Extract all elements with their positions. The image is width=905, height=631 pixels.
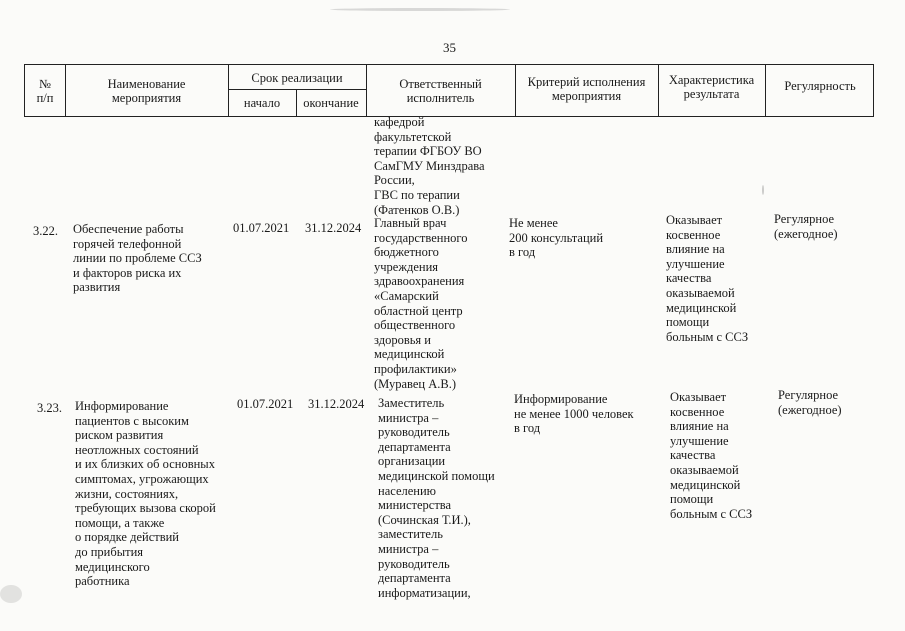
header-period: Срок реализации [251,71,343,85]
row-criterion: Информирование не менее 1000 человек в год [514,392,634,436]
row-characteristic: Оказывает косвенное влияние на улучшение качества оказываемой медицинской помощи больным с ССЗ [666,213,749,344]
row-regularity: Регулярное (ежегодное) [778,388,842,417]
header-name: Наименование мероприятия [107,77,186,105]
scan-noise [762,185,764,195]
row-criterion: Не менее 200 консультаций в год [509,216,604,260]
header-criterion: Критерий исполнения мероприятия [527,75,646,103]
scan-noise [0,585,22,603]
row-number: 3.23. [37,401,62,415]
page-number: 35 [443,40,456,55]
header-responsible: Ответственный исполнитель [399,77,482,105]
row-responsible: Заместитель министра – руководитель департамента организации медицинской помощи населению министерства (Сочинская Т.И.), заместитель министра – руководитель департамента информатизации, [378,396,495,600]
row-start-date: 01.07.2021 [233,221,290,235]
row-name: Информирование пациентов с высоким риском развития неотложных состояний и их близких об основных симптомах, угрожающих жизни, состояниях, требующих вызова скорой помощи, а также о порядке действий до прибытия медицинского работника [75,399,216,589]
scan-noise [330,8,510,11]
header-start: начало [243,96,281,110]
header-characteristic: Характеристика результата [668,73,755,101]
header-end: окончание [303,96,359,110]
row-characteristic: Оказывает косвенное влияние на улучшение качества оказываемой медицинской помощи больным с ССЗ [670,390,753,521]
row-name: Обеспечение работы горячей телефонной линии по проблеме ССЗ и факторов риска их развития [73,222,202,295]
header-num: № п/п [36,77,54,105]
row-responsible: Главный врач государственного бюджетного учреждения здравоохранения «Самарский областной центр общественного здоровья и медицинской профилактики» (Муравец А.В.) [374,216,468,391]
row-regularity: Регулярное (ежегодное) [774,212,838,241]
row-end-date: 31.12.2024 [308,397,365,411]
row-continuation-responsible: кафедрой факультетской терапии ФГБОУ ВО СамГМУ Минздрава России, ГВС по терапии (Фатенков О.В.) [374,115,485,217]
row-number: 3.22. [33,224,58,238]
header-regularity: Регулярность [784,79,856,93]
row-start-date: 01.07.2021 [237,397,294,411]
row-end-date: 31.12.2024 [305,221,362,235]
table-header [24,64,874,117]
